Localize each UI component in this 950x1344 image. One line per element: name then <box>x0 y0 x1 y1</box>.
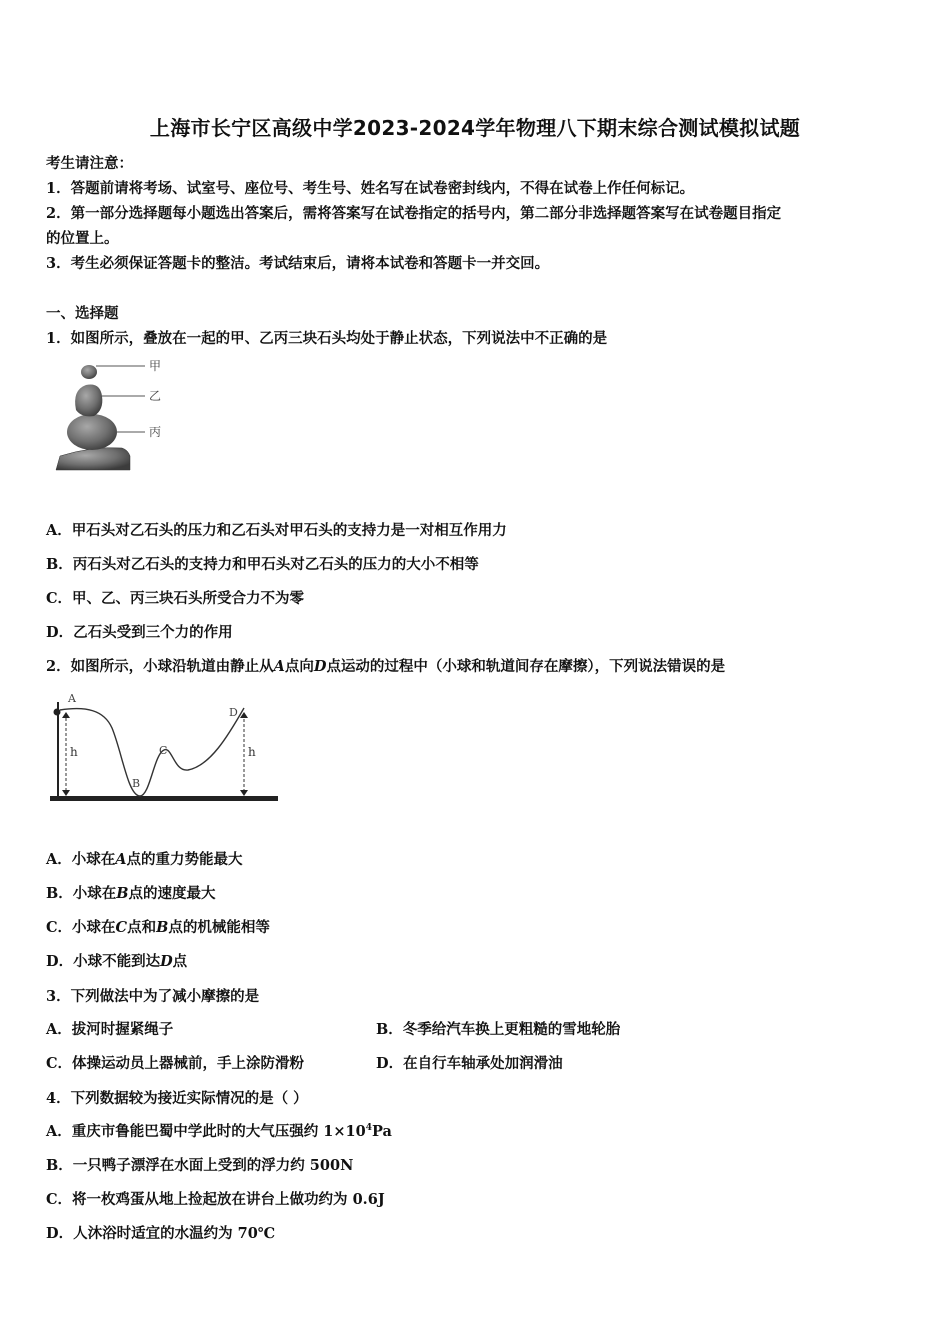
label-d: D <box>229 706 238 719</box>
q2-option-d: D．小球不能到达D点 <box>46 953 188 970</box>
label-c: C <box>159 744 168 757</box>
ground <box>50 796 278 801</box>
label-yi: 乙 <box>149 389 162 403</box>
stone-bing <box>67 414 117 450</box>
q3-stem: 3．下列做法中为了减小摩擦的是 <box>46 988 260 1005</box>
q2-option-b: B．小球在B点的速度最大 <box>46 885 216 902</box>
label-h-right: h <box>248 745 256 759</box>
q3-option-d: D．在自行车轴承处加润滑油 <box>376 1055 563 1072</box>
q1-option-c: C．甲、乙、丙三块石头所受合力不为零 <box>46 590 305 607</box>
notice-item: 的位置上。 <box>46 230 119 247</box>
q1-stones-figure <box>52 352 172 477</box>
q2-stem: 2．如图所示，小球沿轨道由静止从A点向D点运动的过程中（小球和轨道间存在摩擦），下列说法错误的是 <box>46 658 726 675</box>
notice-item: 2．第一部分选择题每小题选出答案后，需将答案写在试卷指定的括号内，第二部分非选择题答案写在试卷题目指定 <box>46 205 782 222</box>
stone-jia <box>81 365 97 379</box>
q1-option-a: A．甲石头对乙石头的压力和乙石头对甲石头的支持力是一对相互作用力 <box>46 522 507 539</box>
track <box>60 708 244 796</box>
ball <box>54 709 61 716</box>
q2-option-a: A．小球在A点的重力势能最大 <box>46 851 243 868</box>
q3-option-b: B．冬季给汽车换上更粗糙的雪地轮胎 <box>376 1021 621 1038</box>
q1-stem: 1．如图所示，叠放在一起的甲、乙丙三块石头均处于静止状态，下列说法中不正确的是 <box>46 330 608 347</box>
label-h-left: h <box>70 745 78 759</box>
q1-option-b: B．丙石头对乙石头的支持力和甲石头对乙石头的压力的大小不相等 <box>46 556 479 573</box>
label-a: A <box>68 692 76 705</box>
q4-stem: 4．下列数据较为接近实际情况的是（ ） <box>46 1090 308 1107</box>
section-heading: 一、选择题 <box>46 305 119 322</box>
stone-yi <box>75 384 102 416</box>
page-title: 上海市长宁区高级中学2023-2024学年物理八下期末综合测试模拟试题 <box>149 116 801 140</box>
notice-heading: 考生请注意： <box>46 155 133 172</box>
notice-item: 3．考生必须保证答题卡的整洁。考试结束后，请将本试卷和答题卡一并交回。 <box>46 255 550 272</box>
q4-option-a: A．重庆市鲁能巴蜀中学此时的大气压强约 $1\times 10^4Pa$ <box>46 1123 392 1140</box>
q3-option-c: C．体操运动员上器械前，手上涂防滑粉 <box>46 1055 305 1072</box>
q1-option-d: D．乙石头受到三个力的作用 <box>46 624 233 641</box>
label-bing: 丙 <box>149 425 162 439</box>
notice-item: 1．答题前请将考场、试室号、座位号、考生号、姓名写在试卷密封线内，不得在试卷上作任何标记。 <box>46 180 695 197</box>
q4-option-d: D．人沐浴时适宜的水温约为 70℃ <box>46 1225 276 1242</box>
q2-track-figure <box>46 688 286 812</box>
q2-option-c: C．小球在C点和B点的机械能相等 <box>46 919 270 936</box>
label-b: B <box>132 777 141 790</box>
label-jia: 甲 <box>149 359 162 373</box>
base-rock <box>56 448 130 470</box>
q4-option-c: C．将一枚鸡蛋从地上捡起放在讲台上做功约为 0.6J <box>46 1191 385 1208</box>
q4-option-b: B．一只鸭子漂浮在水面上受到的浮力约 500N <box>46 1157 354 1174</box>
q3-option-a: A．拔河时握紧绳子 <box>46 1021 174 1038</box>
